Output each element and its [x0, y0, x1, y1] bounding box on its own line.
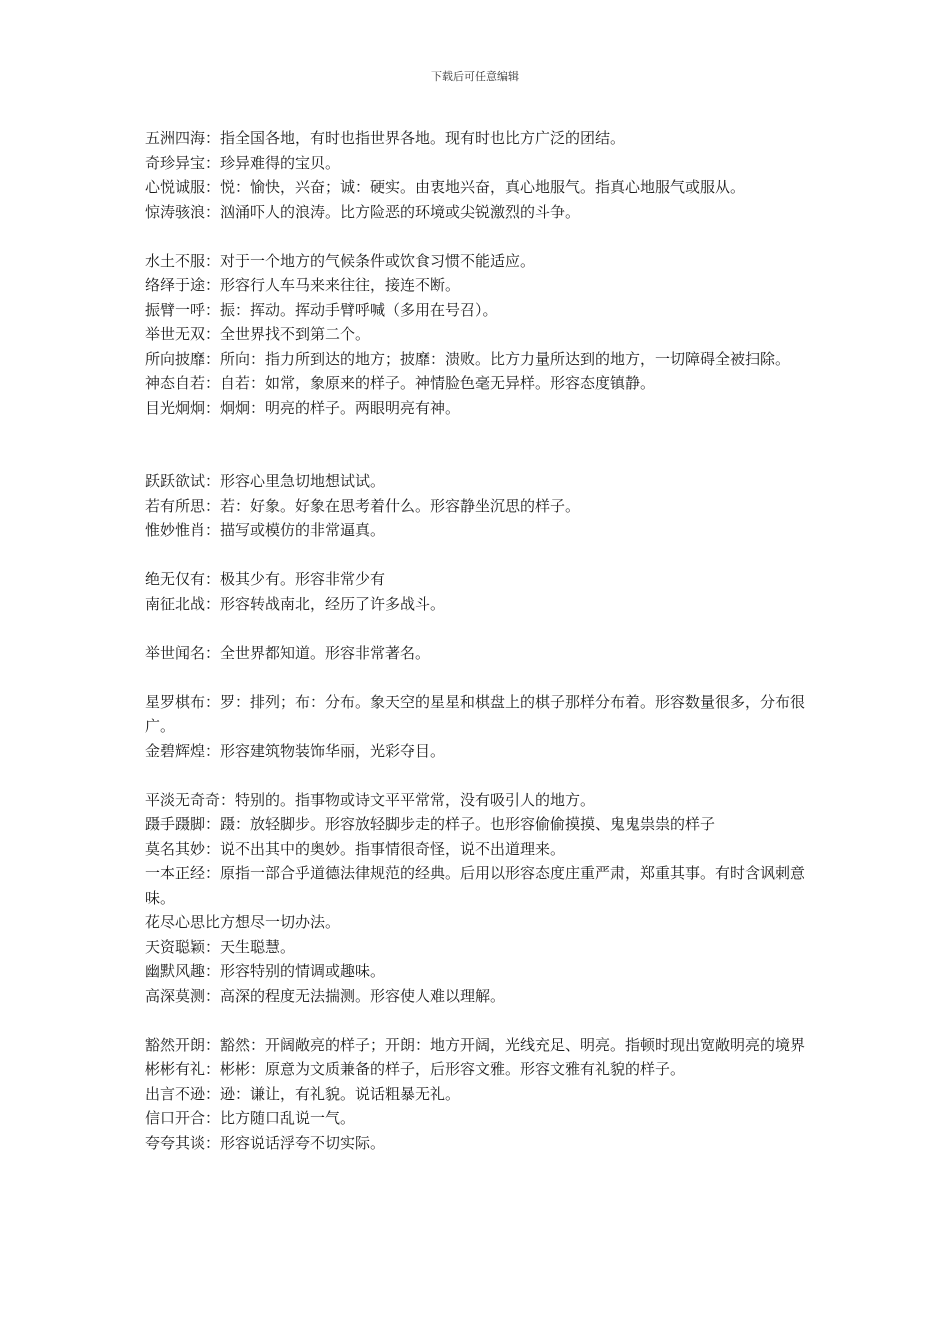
idiom-entry: 举世无双：全世界找不到第二个。 [145, 325, 371, 343]
page-header: 下载后可任意编辑 [431, 70, 519, 83]
idiom-entry: 五洲四海：指全国各地，有时也指世界各地。现有时也比方广泛的团结。 [145, 129, 626, 147]
document-body [145, 126, 817, 1155]
idiom-entry: 绝无仅有：极其少有。形容非常少有 [145, 570, 386, 588]
idiom-entry: 目光炯炯：炯炯：明亮的样子。两眼明亮有神。 [145, 398, 461, 417]
idiom-entry: 跃跃欲试：形容心里急切地想试试。 [145, 472, 386, 490]
idiom-entry: 星罗棋布：罗：排列；布：分布。象天空的星星和棋盘上的棋子那样分布着。形容数量很多，分布很广。 [145, 692, 806, 735]
idiom-entry: 南征北战：形容转战南北，经历了许多战斗。 [145, 594, 446, 613]
idiom-entry: 振臂一呼：振：挥动。挥动手臂呼喊（多用在号召）。 [145, 300, 498, 319]
idiom-entry: 络绎于途：形容行人车马来来往往，接连不断。 [145, 276, 461, 294]
idiom-entry: 幽默风趣：形容特别的情调或趣味。 [145, 962, 386, 980]
idiom-entry: 惊涛骇浪：汹涌吓人的浪涛。比方险恶的环境或尖锐激烈的斗争。 [145, 202, 581, 221]
idiom-entry: 彬彬有礼：彬彬：原意为文质兼备的样子，后形容文雅。形容文雅有礼貌的样子。 [145, 1060, 686, 1078]
idiom-entry: 平淡无奇奇：特别的。指事物或诗文平平常常，没有吸引人的地方。 [145, 790, 596, 809]
paragraph-gap [145, 616, 817, 641]
paragraph-gap [145, 224, 817, 249]
paragraph-gap [145, 1008, 817, 1033]
idiom-entry: 豁然开朗：豁然：开阔敞亮的样子；开朗：地方开阔，光线充足、明亮。指顿时现出宽敞明亮的境界 [145, 1035, 806, 1054]
paragraph-gap [145, 420, 817, 469]
idiom-entry: 信口开合：比方随口乱说一气。 [145, 1109, 356, 1127]
idiom-entry: 一本正经：原指一部合乎道德法律规范的经典。后用以形容态度庄重严肃，郑重其事。有时含讽刺意味。 [145, 864, 806, 907]
idiom-entry: 神态自若：自若：如常，象原来的样子。神情脸色毫无异样。形容态度镇静。 [145, 374, 656, 392]
idiom-entry: 出言不逊：逊：谦让，有礼貌。说话粗暴无礼。 [145, 1084, 461, 1103]
paragraph-gap [145, 543, 817, 568]
idiom-entry: 若有所思：若：好象。好象在思考着什么。形容静坐沉思的样子。 [145, 496, 581, 515]
idiom-entry: 金碧辉煌：形容建筑物装饰华丽，光彩夺目。 [145, 741, 446, 760]
idiom-entry: 天资聪颖：天生聪慧。 [145, 937, 296, 956]
idiom-entry: 莫名其妙：说不出其中的奥妙。指事情很奇怪，说不出道理来。 [145, 839, 566, 858]
idiom-entry: 奇珍异宝：珍异难得的宝贝。 [145, 153, 341, 172]
idiom-entry: 水土不服：对于一个地方的气候条件或饮食习惯不能适应。 [145, 251, 536, 270]
paragraph-gap [145, 763, 817, 788]
idiom-entry: 所向披靡：所向：指力所到达的地方；披靡：溃败。比方力量所达到的地方，一切障碍全被扫除。 [145, 349, 791, 368]
paragraph-gap [145, 665, 817, 690]
idiom-entry: 惟妙惟肖：描写或模仿的非常逼真。 [145, 521, 386, 539]
idiom-entry: 心悦诚服：悦：愉快，兴奋；诚：硬实。由衷地兴奋，真心地服气。指真心地服气或服从。 [145, 178, 746, 196]
idiom-entry: 蹑手蹑脚：蹑：放轻脚步。形容放轻脚步走的样子。也形容偷偷摸摸、鬼鬼祟祟的样子 [145, 815, 716, 833]
idiom-entry: 高深莫测：高深的程度无法揣测。形容使人难以理解。 [145, 986, 506, 1005]
idiom-entry: 夸夸其谈：形容说话浮夸不切实际。 [145, 1133, 386, 1152]
idiom-entry: 举世闻名：全世界都知道。形容非常著名。 [145, 643, 431, 662]
idiom-entry: 花尽心思比方想尽一切办法。 [145, 913, 341, 931]
